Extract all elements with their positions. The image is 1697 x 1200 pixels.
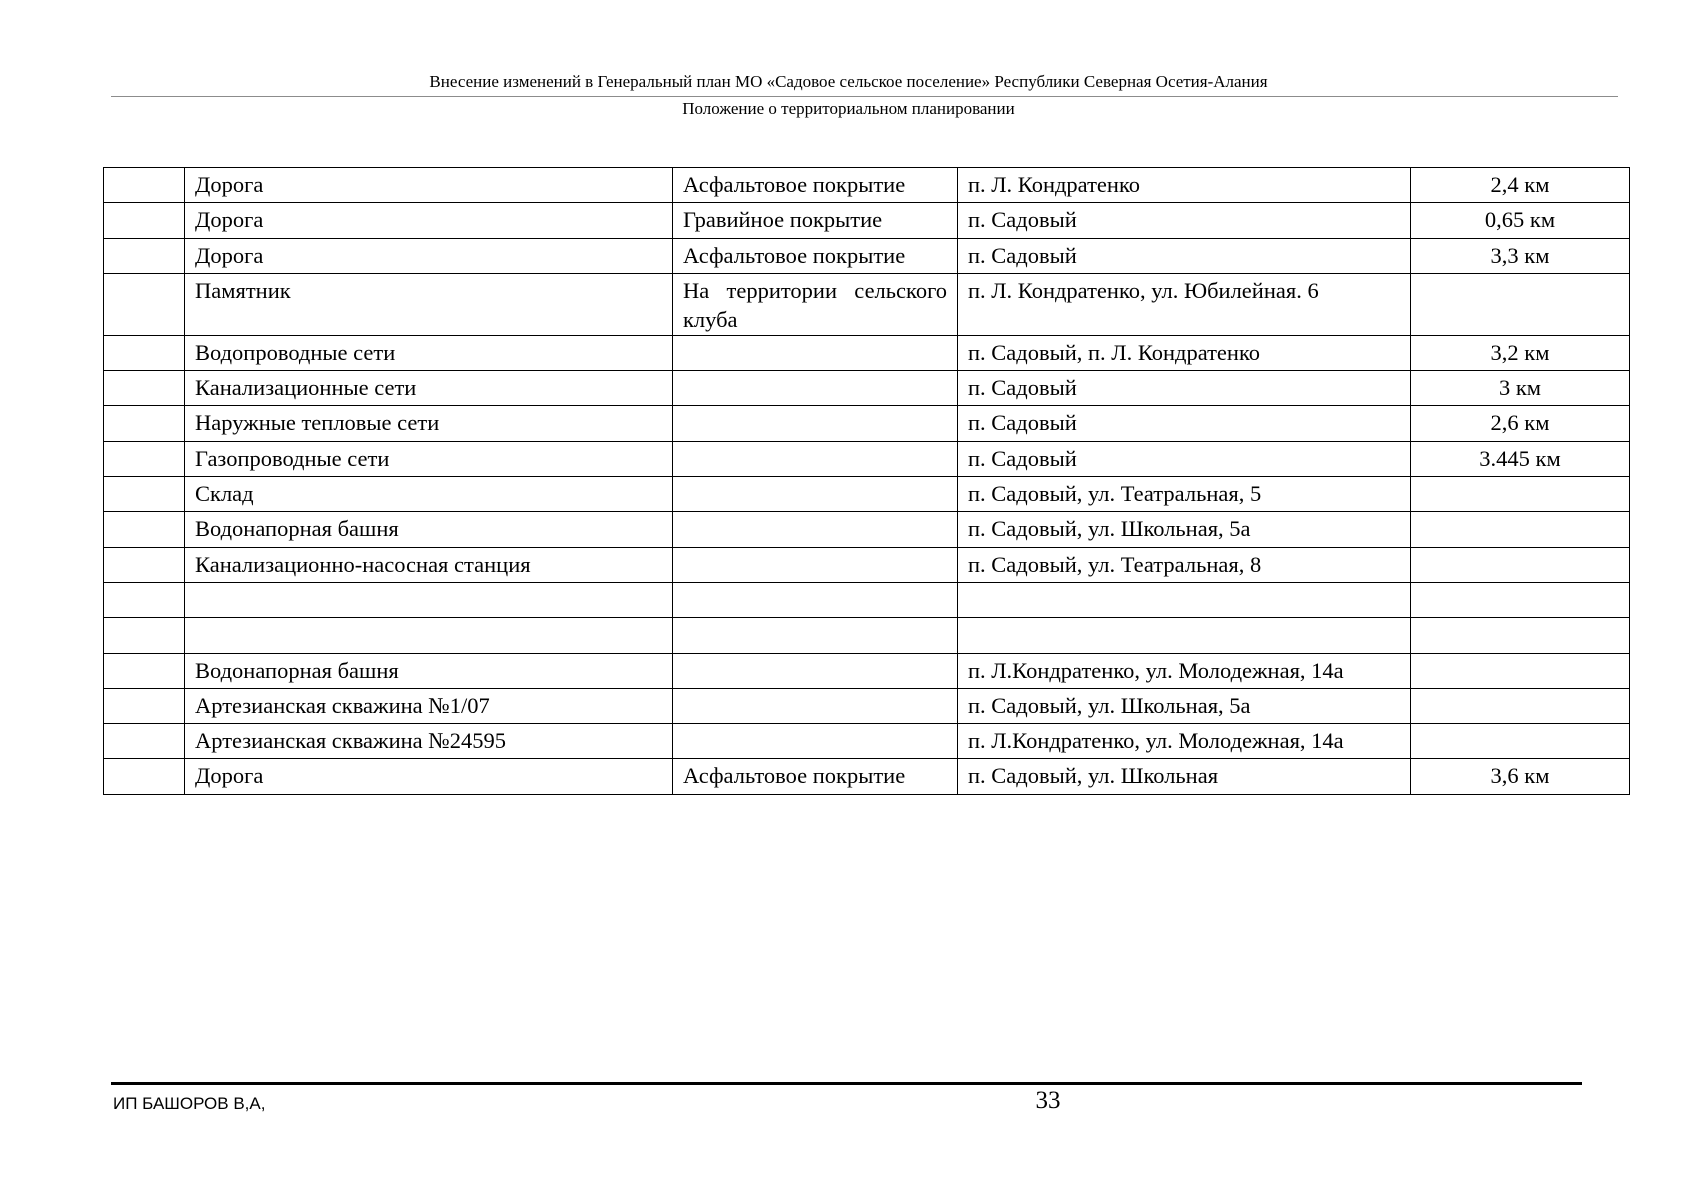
row-number (104, 759, 185, 794)
table-row (104, 547, 1630, 582)
table-row (104, 203, 1630, 238)
table-row (104, 273, 1630, 335)
object-name: Склад (185, 477, 673, 512)
table-row (104, 406, 1630, 441)
object-type (673, 406, 958, 441)
table-row (104, 618, 1630, 653)
object-location: п. Садовый (958, 441, 1411, 476)
object-location (958, 618, 1411, 653)
footer-author: ИП БАШОРОВ В,А, (113, 1094, 266, 1113)
object-type (673, 618, 958, 653)
row-number (104, 371, 185, 406)
object-name: Дорога (185, 203, 673, 238)
object-type (673, 547, 958, 582)
object-name: Артезианская скважина №1/07 (185, 688, 673, 723)
table-row (104, 688, 1630, 723)
object-length: 3 км (1411, 371, 1630, 406)
object-length (1411, 653, 1630, 688)
page-number: 33 (1035, 1087, 1061, 1114)
row-number (104, 273, 185, 335)
object-type: Гравийное покрытие (673, 203, 958, 238)
object-location: п. Садовый (958, 203, 1411, 238)
object-name: Канализационно-насосная станция (185, 547, 673, 582)
object-location: п. Садовый (958, 406, 1411, 441)
object-length: 2,4 км (1411, 168, 1630, 203)
table-row (104, 371, 1630, 406)
object-length: 3,2 км (1411, 335, 1630, 370)
row-number (104, 335, 185, 370)
object-name: Канализационные сети (185, 371, 673, 406)
object-location: п. Л.Кондратенко, ул. Молодежная, 14а (958, 653, 1411, 688)
object-length (1411, 724, 1630, 759)
object-type (673, 371, 958, 406)
table-row (104, 653, 1630, 688)
object-type: Асфальтовое покрытие (673, 759, 958, 794)
object-location: п. Садовый (958, 238, 1411, 273)
object-location (958, 582, 1411, 617)
object-location: п. Л.Кондратенко, ул. Молодежная, 14а (958, 724, 1411, 759)
row-number (104, 441, 185, 476)
object-location: п. Садовый, ул. Школьная, 5а (958, 512, 1411, 547)
row-number (104, 168, 185, 203)
row-number (104, 653, 185, 688)
table-row (104, 441, 1630, 476)
row-number (104, 203, 185, 238)
objects-table (103, 167, 1630, 795)
header-title: Внесение изменений в Генеральный план МО «Садовое сельское поселение» Республики Северная Осетия-Алания (429, 72, 1268, 91)
object-length (1411, 273, 1630, 335)
object-length: 3.445 км (1411, 441, 1630, 476)
object-name (185, 618, 673, 653)
object-type (673, 582, 958, 617)
object-type (673, 441, 958, 476)
table-row (104, 582, 1630, 617)
object-type (673, 512, 958, 547)
object-length (1411, 477, 1630, 512)
object-name: Дорога (185, 168, 673, 203)
row-number (104, 724, 185, 759)
object-length (1411, 512, 1630, 547)
object-length: 3,6 км (1411, 759, 1630, 794)
row-number (104, 477, 185, 512)
header-divider (111, 96, 1618, 97)
table-row (104, 759, 1630, 794)
header-subtitle: Положение о территориальном планировании (682, 99, 1015, 118)
object-type: Асфальтовое покрытие (673, 168, 958, 203)
object-name: Дорога (185, 759, 673, 794)
object-location: п. Садовый, п. Л. Кондратенко (958, 335, 1411, 370)
object-name: Водопроводные сети (185, 335, 673, 370)
row-number (104, 406, 185, 441)
object-location: п. Садовый, ул. Школьная (958, 759, 1411, 794)
object-name: Артезианская скважина №24595 (185, 724, 673, 759)
table-row (104, 335, 1630, 370)
object-type (673, 688, 958, 723)
table-row (104, 477, 1630, 512)
object-length (1411, 688, 1630, 723)
object-location: п. Л. Кондратенко, ул. Юбилейная. 6 (958, 273, 1411, 335)
object-location: п. Садовый (958, 371, 1411, 406)
object-type (673, 724, 958, 759)
row-number (104, 238, 185, 273)
footer-divider (111, 1082, 1582, 1085)
row-number (104, 512, 185, 547)
object-name (185, 582, 673, 617)
object-length (1411, 547, 1630, 582)
object-length: 3,3 км (1411, 238, 1630, 273)
row-number (104, 688, 185, 723)
table-row (104, 512, 1630, 547)
object-name: Наружные тепловые сети (185, 406, 673, 441)
table-row (104, 238, 1630, 273)
object-type: Асфальтовое покрытие (673, 238, 958, 273)
object-location: п. Л. Кондратенко (958, 168, 1411, 203)
object-name: Дорога (185, 238, 673, 273)
object-type (673, 335, 958, 370)
table-row (104, 724, 1630, 759)
object-name: Водонапорная башня (185, 653, 673, 688)
object-length (1411, 618, 1630, 653)
object-name: Газопроводные сети (185, 441, 673, 476)
object-type: На территории сельского клуба (673, 273, 958, 335)
row-number (104, 582, 185, 617)
object-length: 2,6 км (1411, 406, 1630, 441)
table-row (104, 168, 1630, 203)
row-number (104, 547, 185, 582)
object-location: п. Садовый, ул. Театральная, 8 (958, 547, 1411, 582)
object-location: п. Садовый, ул. Театральная, 5 (958, 477, 1411, 512)
object-name: Водонапорная башня (185, 512, 673, 547)
object-length (1411, 582, 1630, 617)
object-type (673, 653, 958, 688)
object-type (673, 477, 958, 512)
object-location: п. Садовый, ул. Школьная, 5а (958, 688, 1411, 723)
row-number (104, 618, 185, 653)
object-length: 0,65 км (1411, 203, 1630, 238)
object-name: Памятник (185, 273, 673, 335)
